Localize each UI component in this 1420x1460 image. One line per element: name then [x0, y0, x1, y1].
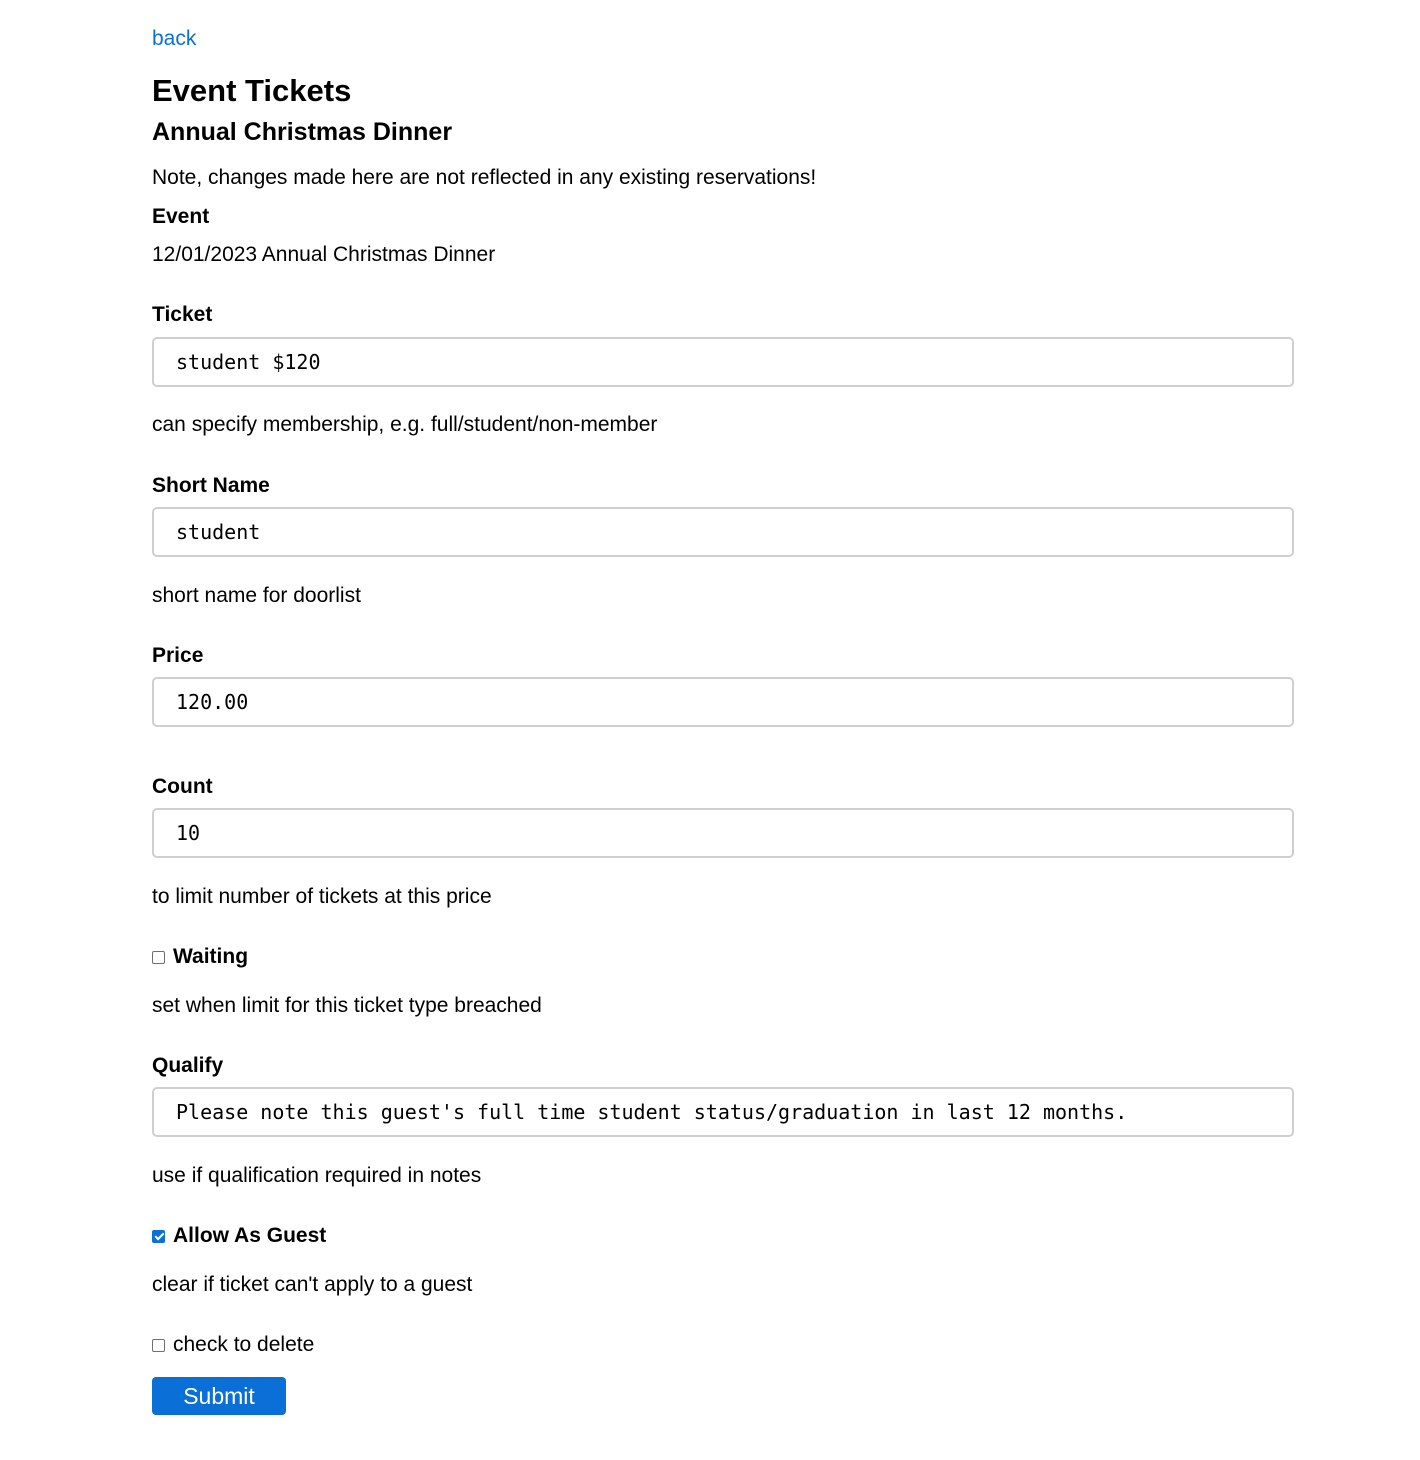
count-help: to limit number of tickets at this price: [152, 885, 492, 908]
qualify-help: use if qualification required in notes: [152, 1164, 482, 1187]
allow-as-guest-checkbox[interactable]: [152, 1230, 165, 1243]
back-link[interactable]: back: [152, 27, 197, 50]
short-name-help: short name for doorlist: [152, 584, 361, 607]
delete-label[interactable]: check to delete: [173, 1333, 315, 1356]
qualify-input[interactable]: [152, 1087, 1294, 1137]
ticket-help: can specify membership, e.g. full/student/non-member: [152, 413, 658, 436]
qualify-label: Qualify: [152, 1054, 224, 1077]
short-name-label: Short Name: [152, 474, 270, 497]
count-label: Count: [152, 775, 213, 798]
waiting-checkbox-row[interactable]: [152, 945, 248, 969]
event-subtitle: Annual Christmas Dinner: [152, 118, 453, 146]
delete-checkbox-row[interactable]: [152, 1333, 314, 1357]
count-input[interactable]: [152, 808, 1294, 858]
price-label: Price: [152, 644, 204, 667]
submit-button[interactable]: Submit: [152, 1377, 286, 1415]
delete-checkbox[interactable]: [152, 1339, 165, 1352]
waiting-help: set when limit for this ticket type breached: [152, 994, 542, 1017]
warning-note: Note, changes made here are not reflected in any existing reservations!: [152, 166, 817, 189]
event-label: Event: [152, 205, 210, 228]
short-name-input[interactable]: [152, 507, 1294, 557]
price-input[interactable]: [152, 677, 1294, 727]
ticket-label: Ticket: [152, 303, 213, 326]
allow-as-guest-help: clear if ticket can't apply to a guest: [152, 1273, 473, 1296]
allow-as-guest-checkbox-row[interactable]: [152, 1224, 326, 1248]
page-title: Event Tickets: [152, 73, 352, 108]
allow-as-guest-label[interactable]: Allow As Guest: [173, 1224, 327, 1247]
ticket-input[interactable]: [152, 337, 1294, 387]
waiting-label[interactable]: Waiting: [173, 945, 249, 968]
event-value: 12/01/2023 Annual Christmas Dinner: [152, 243, 496, 266]
waiting-checkbox[interactable]: [152, 951, 165, 964]
